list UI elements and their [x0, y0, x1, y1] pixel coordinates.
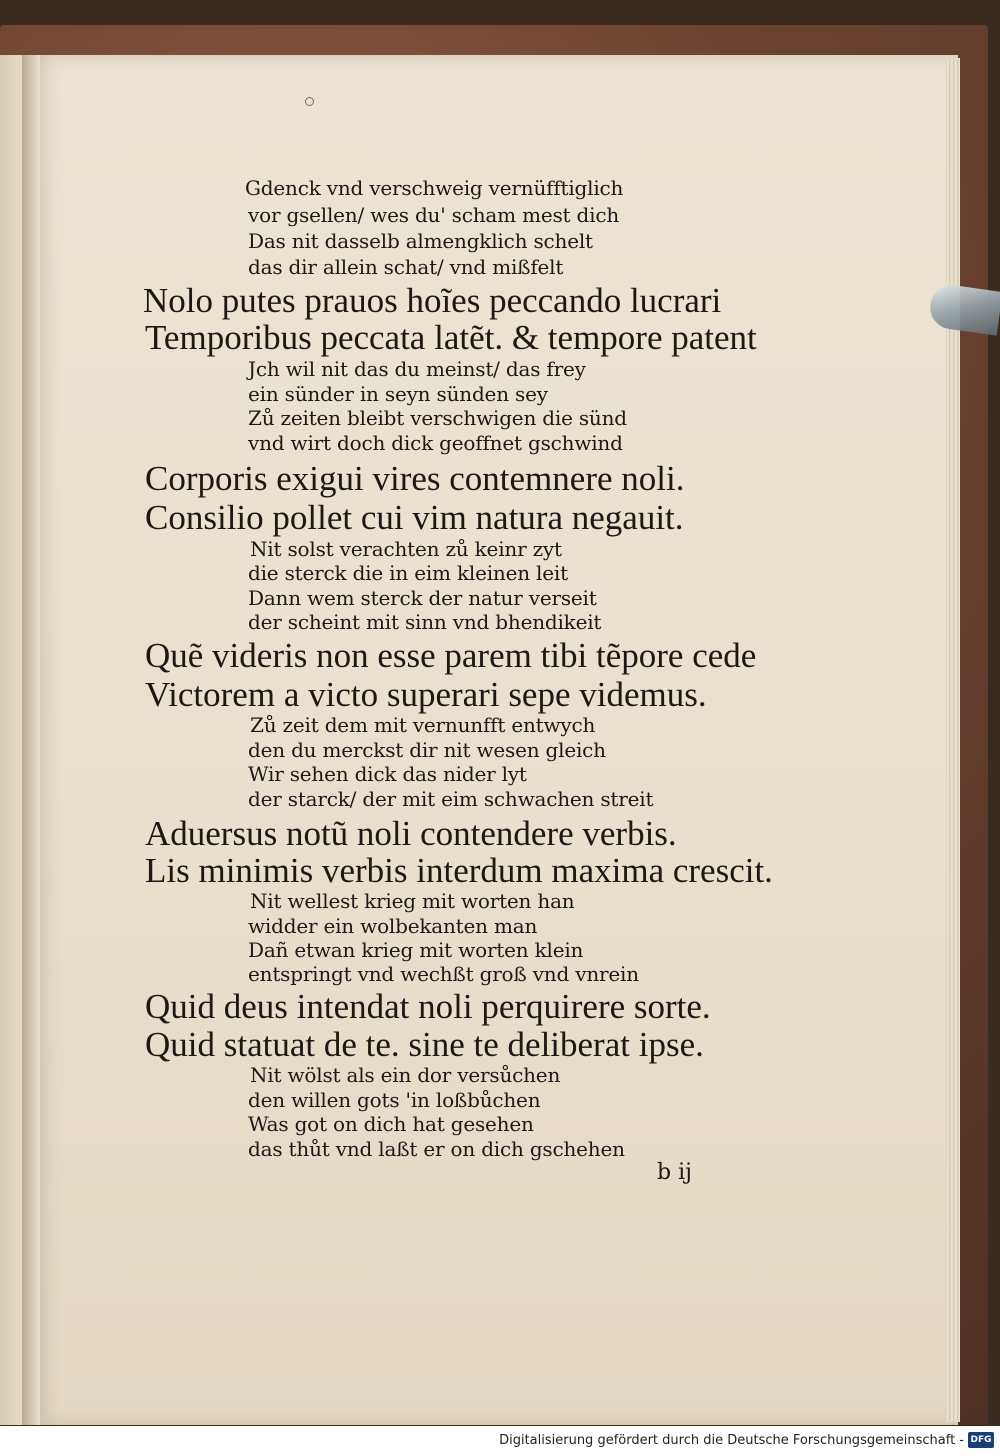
signature-mark: b ij — [657, 1160, 692, 1185]
text-line: Dañ etwan krieg mit worten klein — [248, 938, 584, 962]
text-line: Nolo putes prauos hoĩes peccando lucrari — [143, 281, 722, 320]
text-line: der starck/ der mit eim schwachen streit — [248, 787, 654, 811]
text-line: Victorem a victo superari sepe videmus. — [145, 675, 707, 714]
text-line: vor gsellen/ wes du' scham mest dich — [248, 203, 620, 227]
dfg-logo: DFG — [968, 1432, 994, 1448]
text-line: Quẽ videris non esse parem tibi tẽpore cede — [145, 636, 757, 675]
text-line: vnd wirt doch dick geoffnet gschwind — [248, 431, 623, 455]
text-line: Wir sehen dick das nider lyt — [248, 762, 527, 786]
text-line: das thůt vnd laßt er on dich gschehen — [248, 1137, 625, 1161]
text-line: der scheint mit sinn vnd bhendikeit — [248, 610, 602, 634]
text-line: die sterck die in eim kleinen leit — [248, 561, 568, 585]
text-line: Quid deus intendat noli perquirere sorte. — [145, 987, 711, 1026]
text-line: Lis minimis verbis interdum maxima crescit. — [145, 851, 773, 890]
page-hole — [305, 97, 314, 106]
text-line: den willen gots 'in loßbůchen — [248, 1088, 541, 1112]
text-line: das dir allein schat/ vnd mißfelt — [248, 255, 564, 279]
footer-credit: Digitalisierung gefördert durch die Deutsche Forschungsgemeinschaft - — [499, 1433, 964, 1448]
text-line: den du merckst dir nit wesen gleich — [248, 738, 606, 762]
text-line: Nit wölst als ein dor versůchen — [250, 1063, 561, 1087]
text-line: Das nit dasselb almengklich schelt — [248, 229, 593, 253]
text-line: entspringt vnd wechßt groß vnd vnrein — [248, 962, 639, 986]
text-line: Quid statuat de te. sine te deliberat ipse. — [145, 1025, 704, 1064]
text-line: Aduersus notũ noli contendere verbis. — [145, 814, 677, 853]
text-line: Jch wil nit das du meinst/ das frey — [248, 357, 586, 381]
text-line: Gdenck vnd verschweig vernüfftiglich — [245, 176, 624, 200]
text-line: Dann wem sterck der natur verseit — [248, 586, 597, 610]
page-stack-edge — [946, 58, 960, 1422]
text-line: Zů zeit dem mit vernunfft entwych — [250, 713, 596, 737]
text-line: Temporibus peccata latẽt. & tempore patent — [145, 318, 757, 357]
text-line: ein sünder in seyn sünden sey — [248, 382, 548, 406]
text-line: Nit wellest krieg mit worten han — [250, 889, 575, 913]
text-line: Zů zeiten bleibt verschwigen die sünd — [248, 406, 627, 430]
page-gutter — [22, 55, 40, 1425]
text-line: Was got on dich hat gesehen — [248, 1112, 534, 1136]
text-line: Nit solst verachten zů keinr zyt — [250, 537, 562, 561]
text-line: widder ein wolbekanten man — [248, 914, 538, 938]
text-line: Corporis exigui vires contemnere noli. — [145, 459, 685, 498]
text-line: Consilio pollet cui vim natura negauit. — [145, 498, 684, 537]
